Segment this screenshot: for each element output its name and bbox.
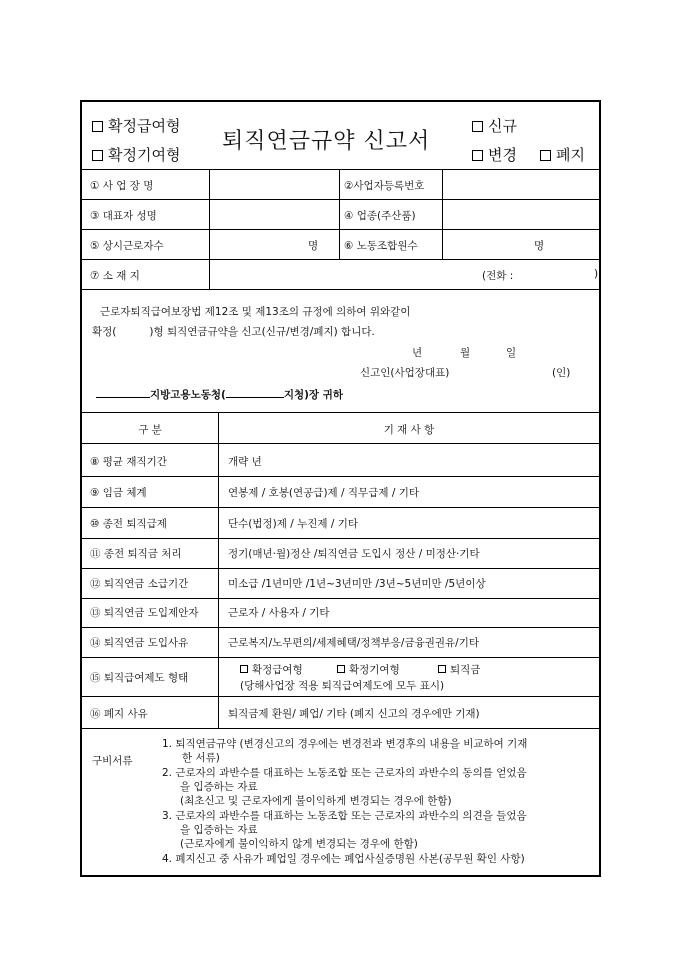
report-form (80, 100, 601, 877)
month-label: 월 (460, 347, 471, 359)
representative-label: ③ 대표자 성명 (90, 210, 157, 222)
report-change-option[interactable] (472, 144, 517, 165)
year-label: 년 (412, 347, 423, 359)
form-title: 퇴직연금규약 신고서 (222, 129, 431, 154)
system-option-severance-label: 퇴직금 (450, 664, 481, 676)
documents-label: 구비서류 (92, 755, 133, 767)
row-label: ⑪ 종전 퇴직금 처리 (90, 548, 182, 560)
abolish-value: 퇴직금제 환원/ 폐업/ 기타 (폐지 신고의 경우에만 기재) (228, 708, 480, 720)
industry-field[interactable] (443, 200, 599, 228)
row-label: ⑭ 퇴직연금 도입사유 (90, 637, 189, 649)
col-details-header: 기 재 사 항 (383, 424, 435, 436)
report-change-label: 변경 (488, 146, 517, 164)
checkbox-icon[interactable] (472, 150, 483, 161)
document-item: 을 입증하는 자료 (180, 781, 258, 793)
row-label: ⑬ 퇴직연금 도입제안자 (90, 607, 199, 619)
checkbox-icon[interactable] (438, 665, 446, 673)
system-option-dc-label: 확정기여형 (349, 664, 400, 676)
system-label: ⑮ 퇴직급여제도 형태 (90, 672, 189, 684)
type-defined-contribution-label: 확정기여형 (108, 146, 181, 164)
report-abolish-label: 폐지 (556, 146, 585, 164)
address-label: ⑦ 소 재 지 (90, 270, 140, 282)
representative-field[interactable] (210, 200, 338, 228)
col-category-header: 구 분 (138, 424, 162, 436)
system-option-dc[interactable] (337, 662, 400, 677)
row-label: ⑫ 퇴직연금 소급기간 (90, 578, 189, 590)
row-value: 미소급 /1년미만 /1년~3년미만 /3년~5년미만 /5년이상 (228, 578, 486, 590)
row-value: 근로복지/노무편의/세제혜택/정책부응/금융권권유/기타 (228, 637, 479, 649)
declaration-line2-prefix: 확정( (92, 326, 117, 338)
declaration-line2-suffix: )형 퇴직연금규약을 신고(신규/변경/폐지) 합니다. (149, 326, 375, 338)
declaration-line2 (92, 324, 375, 339)
report-new-option[interactable] (472, 115, 517, 136)
document-item: 4. 폐지신고 중 사유가 폐업일 경우에는 폐업사실증명원 사본(공무원 확인 사항) (162, 853, 525, 865)
phone-close: ) (594, 268, 599, 280)
row-label: ⑩ 종전 퇴직급제 (90, 518, 167, 530)
document-item: (최초신고 및 근로자에게 불이익하게 변경되는 경우에 한함) (180, 795, 452, 807)
system-option-db-label: 확정급여형 (252, 664, 303, 676)
document-item: 3. 근로자의 과반수를 대표하는 노동조합 또는 근로자의 과반수의 의견을 들었음 (162, 810, 527, 822)
system-option-db[interactable] (240, 662, 303, 677)
checkbox-icon[interactable] (240, 665, 248, 673)
type-defined-benefit-option[interactable] (92, 115, 180, 136)
addressee-line (96, 386, 343, 402)
row-label: ⑨ 임금 체계 (90, 487, 147, 499)
row-value: 연봉제 / 호봉(연공급)제 / 직무급제 / 기타 (228, 487, 419, 499)
business-reg-field[interactable] (443, 170, 599, 198)
phone-label: (전화 : (482, 270, 514, 282)
declaration-line1: 근로자퇴직급여보장법 제12조 및 제13조의 규정에 의하여 위와같이 (100, 306, 411, 318)
seal-label: (인) (552, 367, 571, 379)
checkbox-icon[interactable] (472, 121, 483, 132)
type-defined-benefit-label: 확정급여형 (108, 117, 181, 135)
checkbox-icon[interactable] (540, 150, 551, 161)
system-note: (당해사업장 적용 퇴직급여제도에 모두 표시) (240, 680, 445, 692)
industry-label: ④ 업종(주산품) (344, 210, 416, 222)
branch-label: 지청)장 귀하 (283, 389, 343, 401)
report-abolish-option[interactable] (540, 144, 585, 165)
abolish-label: ⑯ 폐지 사유 (90, 708, 148, 720)
document-item: 한 서류) (182, 752, 220, 764)
document-item: (근로자에게 불이익하지 않게 변경되는 경우에 한함) (180, 838, 418, 850)
union-label: ⑥ 노동조합원수 (344, 240, 418, 252)
row-value: 근로자 / 사용자 / 기타 (228, 607, 330, 619)
document-item: 을 입증하는 자료 (180, 824, 258, 836)
workers-label: ⑤ 상시근로자수 (90, 240, 164, 252)
business-name-field[interactable] (210, 170, 338, 198)
report-new-label: 신규 (488, 117, 517, 135)
day-label: 일 (506, 347, 517, 359)
office-label: 지방고용노동청( (150, 389, 226, 401)
row-value: 단수(법정)제 / 누진제 / 기타 (228, 518, 359, 530)
checkbox-icon[interactable] (92, 121, 103, 132)
address-field[interactable] (210, 260, 470, 288)
checkbox-icon[interactable] (337, 665, 345, 673)
row-value: 정기(매년·월)정산 /퇴직연금 도입시 정산 / 미정산·기타 (228, 548, 480, 560)
row-value: 개략 년 (228, 456, 262, 468)
type-defined-contribution-option[interactable] (92, 144, 180, 165)
business-name-label: ① 사 업 장 명 (90, 180, 154, 192)
row-label: ⑧ 평균 재직기간 (90, 456, 167, 468)
union-unit: 명 (534, 240, 545, 252)
business-reg-label: ②사업자등록번호 (344, 180, 425, 192)
document-item: 1. 퇴직연금규약 (변경신고의 경우에는 변경전과 변경후의 내용을 비교하여 기재 (162, 738, 528, 750)
system-option-severance[interactable] (438, 662, 480, 677)
reporter-label: 신고인(사업장대표) (360, 367, 450, 379)
document-item: 2. 근로자의 과반수를 대표하는 노동조합 또는 근로자의 과반수의 동의를 얻었음 (162, 767, 527, 779)
checkbox-icon[interactable] (92, 150, 103, 161)
workers-unit: 명 (308, 240, 319, 252)
